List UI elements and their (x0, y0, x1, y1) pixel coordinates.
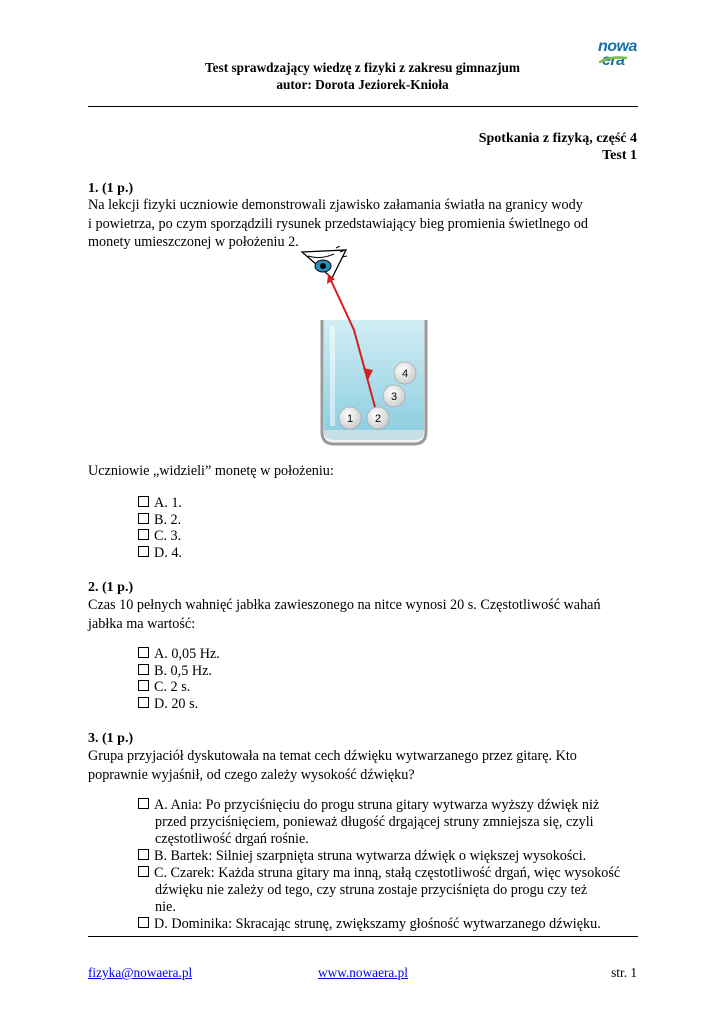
q1-option-a[interactable]: A. 1. (138, 495, 182, 512)
q2-number: 2. (1 p.) (88, 580, 134, 595)
q3-text (88, 747, 648, 784)
q2-option-a[interactable]: A. 0,05 Hz. (138, 646, 220, 663)
q3-option-c[interactable]: C. Czarek: Każda struna gitary ma inną, stałą częstotliwość drgań, więc wysokość dźwięku nie zależy od tego, czy struna zostaje przyciśnięta do progu czy też nie. (138, 865, 658, 916)
q3-options (138, 797, 658, 933)
checkbox[interactable] (138, 496, 149, 507)
q2-text-line1: Czas 10 pełnych wahnięć jabłka zawieszonego na nitce wynosi 20 s. Częstotliwość wahań (88, 597, 601, 613)
coin-2 (367, 407, 389, 429)
q2-option-c[interactable]: C. 2 s. (138, 679, 220, 696)
q1-text-line1: Na lekcji fizyki uczniowie demonstrowali zjawisko załamania światła na granicy wody (88, 197, 583, 213)
refraction-figure (290, 246, 440, 448)
q3-text-line1: Grupa przyjaciół dyskutowała na temat cech dźwięku wytwarzanego przez gitarę. Kto (88, 748, 577, 764)
eye-icon (302, 246, 347, 278)
q3-option-d[interactable]: D. Dominika: Skracając strunę, zwiększamy głośność wytwarzanego dźwięku. (138, 916, 658, 933)
svg-text:1: 1 (346, 413, 354, 425)
series-title: Spotkania z fizyką, część 4 (478, 131, 637, 146)
q1-question: Uczniowie „widzieli” monetę w położeniu: (88, 463, 334, 479)
checkbox[interactable] (138, 849, 149, 860)
footer-email-link[interactable]: fizyka@nowaera.pl (88, 965, 193, 980)
header-rule (88, 106, 638, 107)
q1-text (88, 196, 648, 252)
checkbox[interactable] (138, 546, 149, 557)
q1-text-line2: i powietrza, po czym sporządzili rysunek przedstawiający bieg promienia świetlnego od (88, 215, 588, 232)
coin-4 (394, 362, 416, 384)
checkbox[interactable] (138, 798, 149, 809)
q3-number: 3. (1 p.) (88, 731, 134, 746)
q1-options (138, 495, 182, 561)
logo-text-top: nowa (598, 38, 637, 55)
q3-option-a[interactable]: A. Ania: Po przyciśnięciu do progu struna gitary wytwarza wyższy dźwięk niż przed przyciśnięciem, ponieważ długość drgającej struny zmniejsza się, czyli częstotliwość drgań rośnie. (138, 797, 658, 848)
test-number: Test 1 (602, 148, 637, 163)
q1-text-line3: monety umieszczonej w położeniu 2. (88, 234, 299, 251)
svg-text:3: 3 (390, 391, 398, 403)
q2-option-b[interactable]: B. 0,5 Hz. (138, 663, 220, 680)
checkbox[interactable] (138, 697, 149, 708)
q3-text-line2: poprawnie wyjaśnił, od czego zależy wysokość dźwięku? (88, 766, 415, 783)
q1-option-d[interactable]: D. 4. (138, 545, 182, 562)
q1-option-c[interactable]: C. 3. (138, 528, 182, 545)
checkbox[interactable] (138, 647, 149, 658)
q2-option-d[interactable]: D. 20 s. (138, 696, 220, 713)
svg-text:2: 2 (374, 413, 382, 425)
checkbox[interactable] (138, 866, 149, 877)
q2-options (138, 646, 220, 712)
svg-text:4: 4 (401, 368, 409, 380)
checkbox[interactable] (138, 680, 149, 691)
checkbox[interactable] (138, 917, 149, 928)
header-author: autor: Dorota Jeziorek-Knioła (276, 77, 449, 92)
q2-text-line2: jabłka ma wartość: (88, 615, 196, 632)
q1-number: 1. (1 p.) (88, 181, 134, 196)
footer-website-link[interactable]: www.nowaera.pl (318, 965, 408, 980)
page-number: str. 1 (611, 965, 637, 980)
checkbox[interactable] (138, 529, 149, 540)
checkbox[interactable] (138, 664, 149, 675)
coin-1 (339, 407, 361, 429)
q1-option-b[interactable]: B. 2. (138, 512, 182, 529)
publisher-logo (598, 40, 646, 76)
coin-3 (383, 385, 405, 407)
q2-text (88, 596, 648, 633)
q3-option-b[interactable]: B. Bartek: Silniej szarpnięta struna wytwarza dźwięk o większej wysokości. (138, 848, 658, 865)
checkbox[interactable] (138, 513, 149, 524)
footer-rule (88, 936, 638, 937)
logo-text-bottom: era (602, 52, 625, 69)
logo-swoosh-icon (598, 53, 646, 65)
header-title: Test sprawdzający wiedzę z fizyki z zakresu gimnazjum (204, 60, 521, 75)
